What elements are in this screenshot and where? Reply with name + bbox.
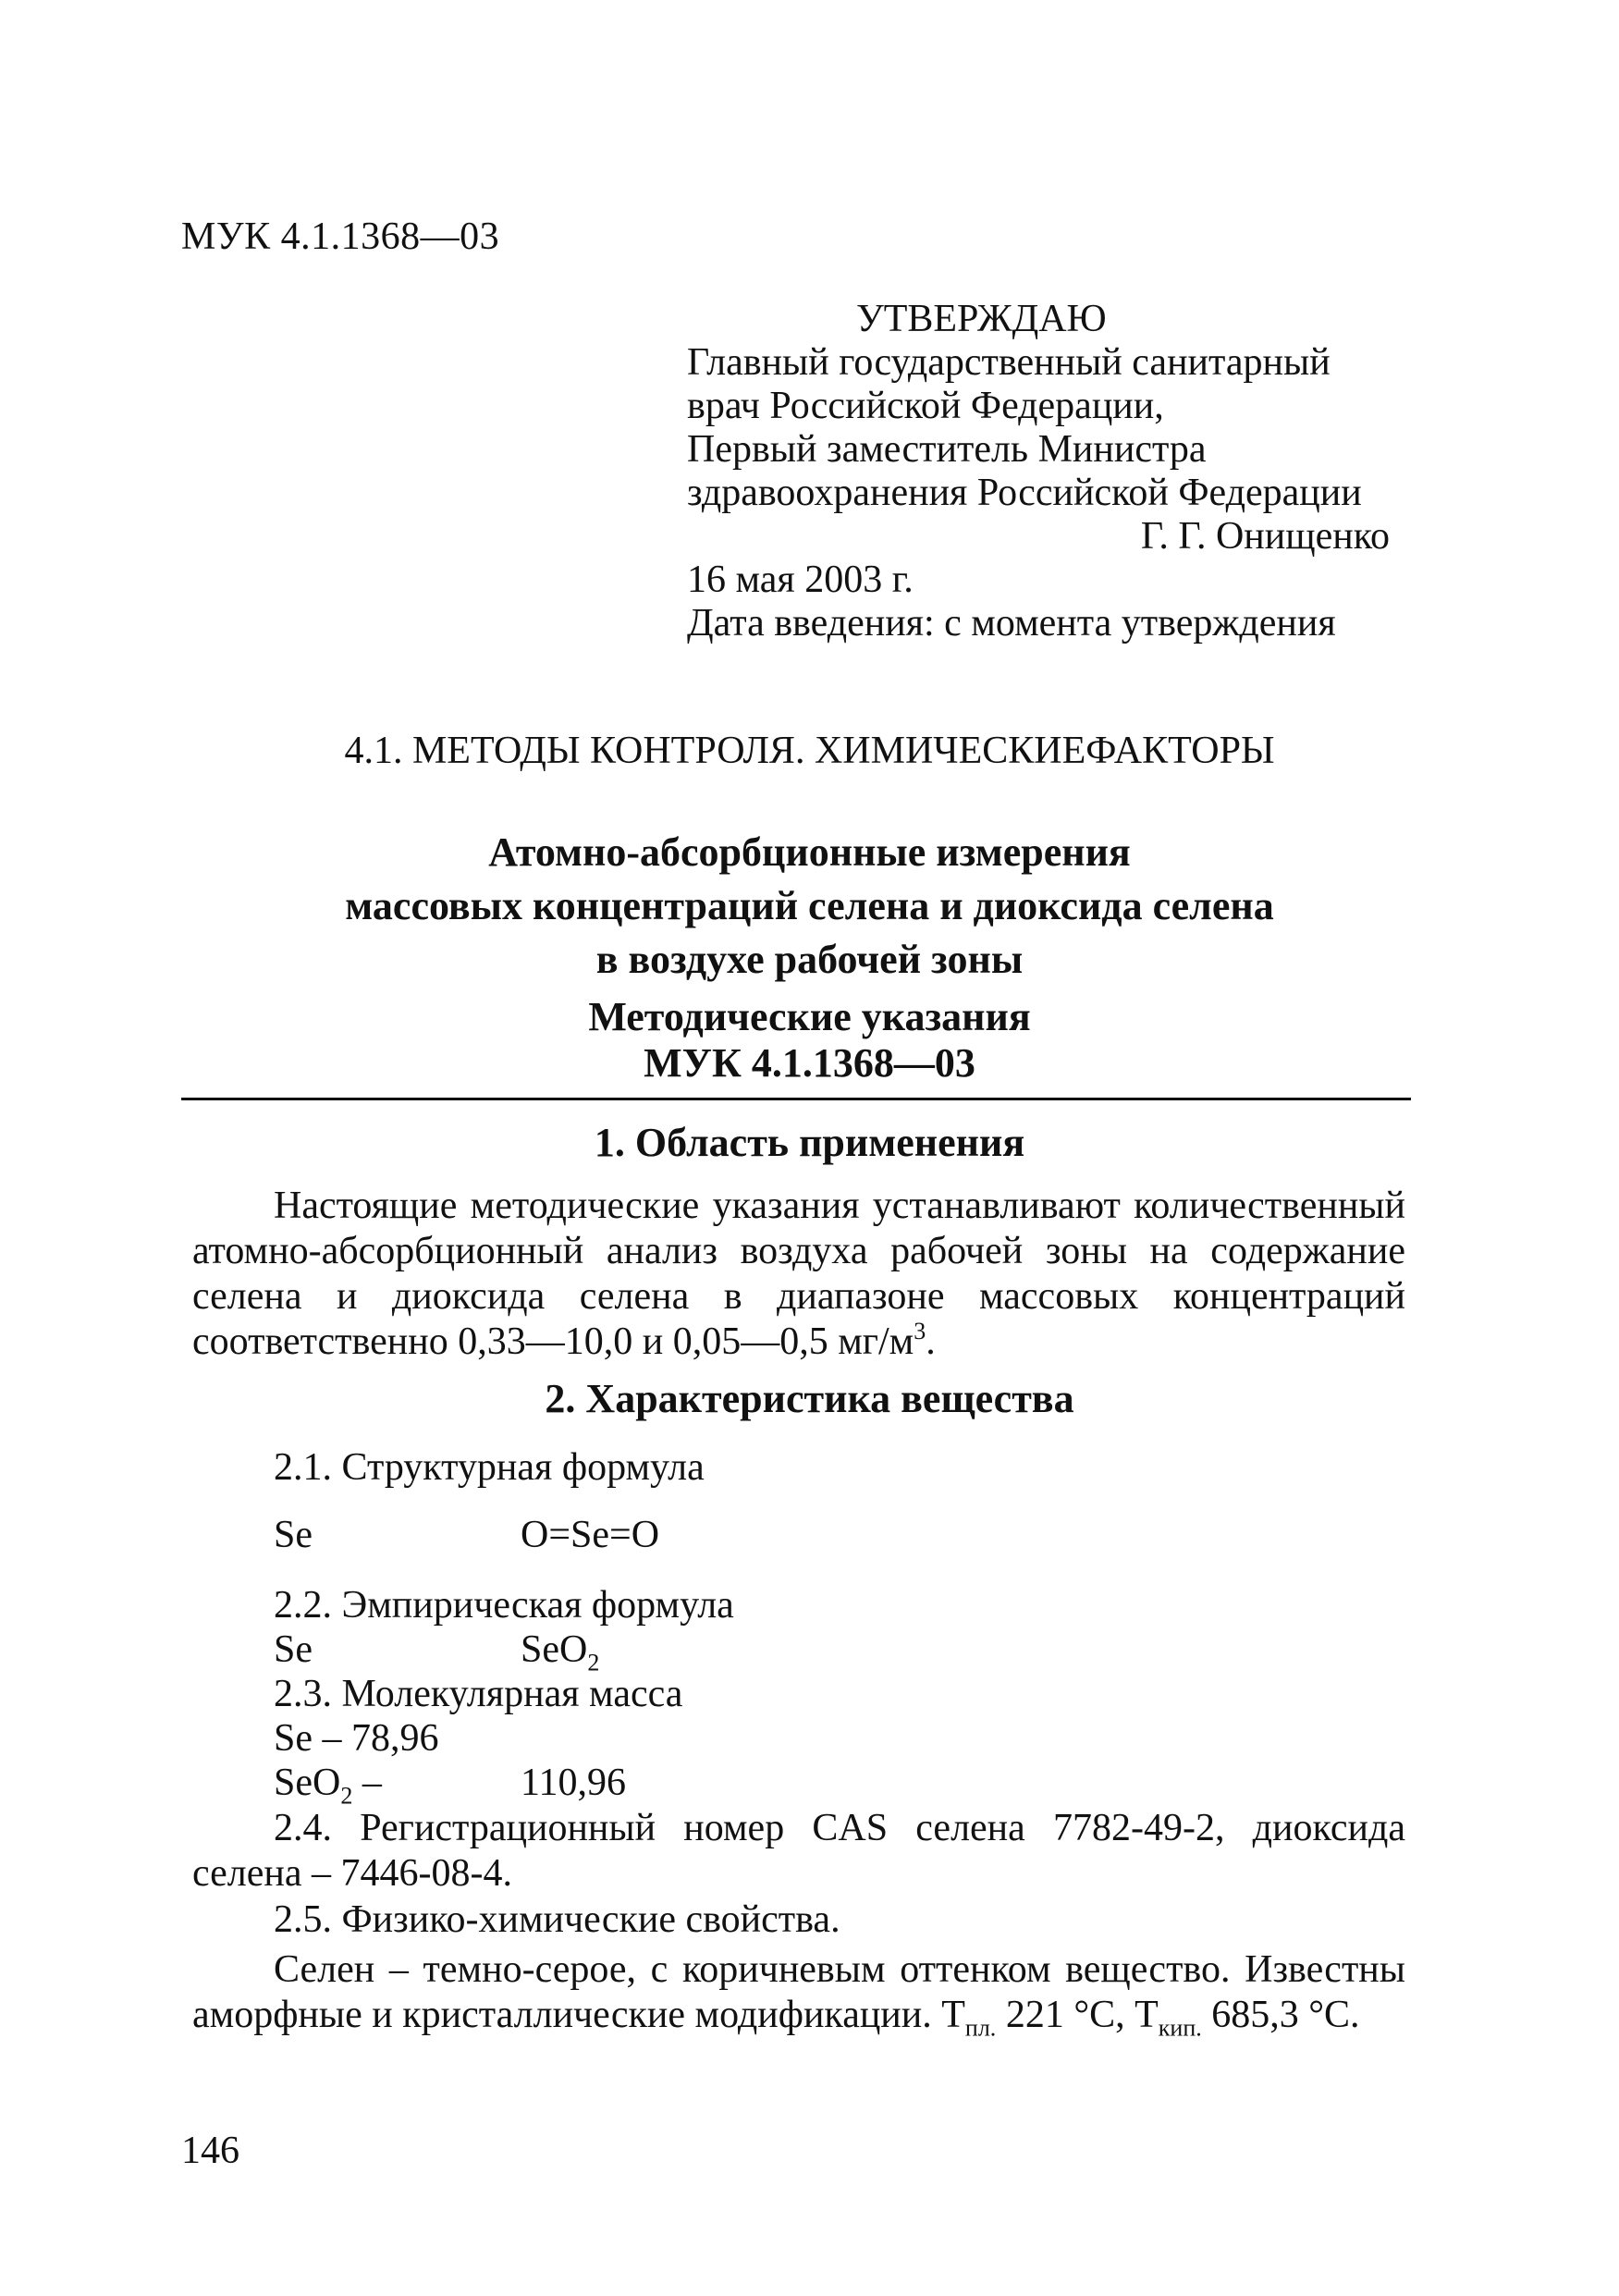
sentence-end: .	[926, 1320, 936, 1363]
section-1-text: Настоящие методические указания устанавливают количественный атомно-абсорбционный анализ воздуха рабочей зоны на содержание селена и диоксида селена в диапазоне массовых концентраций соответственно 0,33—10,0 и 0,05—0,5 мг/м	[192, 1185, 1405, 1363]
title-line: в воздухе рабочей зоны	[595, 937, 1024, 982]
unit-superscript: 3	[914, 1318, 926, 1344]
formula-base: SeO	[521, 1628, 588, 1671]
properties-text: 221 °С, T	[996, 1994, 1159, 2036]
subtitle-line: Методические указания	[588, 994, 1031, 1039]
cas-text: 2.4. Регистрационный номер CAS селена 7782-49-2, диоксида селена – 7446-08-4.	[192, 1807, 1405, 1895]
approval-stamp: УТВЕРЖДАЮ	[856, 298, 1107, 340]
formula-seo2-structural: O=Se=O	[521, 1514, 660, 1556]
introduction-date: Дата введения: с момента утверждения	[687, 602, 1336, 645]
formula-subscript: 2	[340, 1782, 353, 1810]
approval-line: Первый заместитель Министра	[687, 428, 1207, 471]
approval-signer: Г. Г. Онищенко	[1140, 515, 1390, 558]
section-heading: 4.1. МЕТОДЫ КОНТРОЛЯ. ХИМИЧЕСКИЕФАКТОРЫ	[344, 730, 1275, 772]
empirical-seo2	[521, 1627, 600, 1676]
approval-line: врач Российской Федерации,	[687, 385, 1164, 427]
title-line: Атомно-абсорбционные измерения	[488, 829, 1131, 875]
section-1-heading: 1. Область применения	[594, 1120, 1025, 1165]
subsection-2-4	[192, 1806, 1405, 1897]
formula-subscript: 2	[587, 1649, 600, 1676]
boiling-subscript: кип.	[1158, 2014, 1202, 2042]
formula-se: Se	[274, 1514, 313, 1556]
properties-paragraph	[192, 1947, 1405, 2042]
formula-base: SeO	[274, 1762, 341, 1804]
subsection-2-5: 2.5. Физико-химические свойства.	[274, 1898, 840, 1941]
subtitle-code: МУК 4.1.1368—03	[644, 1040, 975, 1086]
melting-subscript: пл.	[964, 2014, 997, 2042]
approval-date: 16 мая 2003 г.	[687, 559, 914, 601]
properties-text: Селен – темно-серое, с коричневым оттенком вещество. Известны аморфные и кристаллические модификации. T	[192, 1948, 1405, 2036]
mass-seo2-label	[274, 1761, 382, 1810]
section-2-heading: 2. Характеристика вещества	[545, 1376, 1074, 1421]
approval-line: Главный государственный санитарный	[687, 341, 1331, 384]
properties-text: 685,3 °С.	[1201, 1994, 1360, 2036]
mass-seo2-value: 110,96	[521, 1762, 626, 1804]
empirical-se: Se	[274, 1628, 313, 1671]
title-line: массовых концентраций селена и диоксида селена	[345, 883, 1274, 928]
approval-block	[687, 298, 1408, 645]
subsection-2-2: 2.2. Эмпирическая формула	[274, 1584, 734, 1627]
document-code-header: МУК 4.1.1368—03	[181, 215, 500, 258]
subsection-2-3: 2.3. Молекулярная масса	[274, 1673, 683, 1715]
document-title	[0, 826, 1619, 987]
page-number: 146	[181, 2130, 239, 2172]
subsection-2-1: 2.1. Структурная формула	[274, 1446, 705, 1489]
document-subtitle	[0, 994, 1619, 1087]
horizontal-rule	[181, 1098, 1411, 1100]
mass-se: Se – 78,96	[274, 1717, 439, 1760]
dash: –	[352, 1762, 382, 1804]
approval-line: здравоохранения Российской Федерации	[687, 472, 1362, 514]
section-1-paragraph	[192, 1184, 1405, 1365]
